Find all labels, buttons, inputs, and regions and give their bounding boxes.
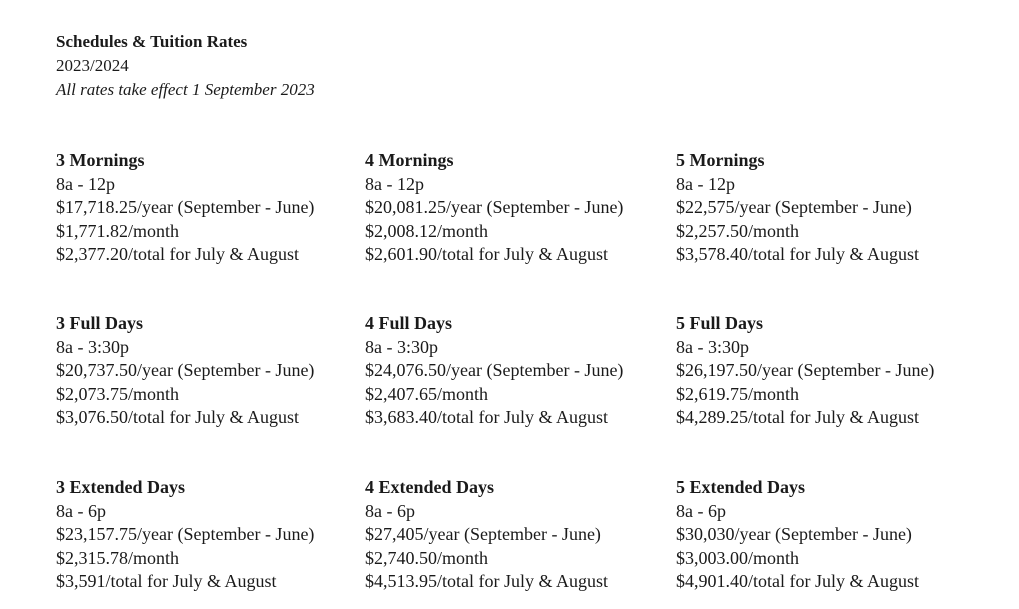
plan-name: 3 Full Days	[56, 313, 144, 333]
effective-note: All rates take effect 1 September 2023	[56, 80, 315, 99]
plan-monthly-rate: $2,008.12/month	[365, 220, 489, 241]
plan-monthly-rate: $2,257.50/month	[676, 220, 800, 241]
plan-summer-rate: $3,591/total for July & August	[56, 571, 277, 591]
plan-yearly-rate: $20,737.50/year (September - June)	[56, 360, 315, 380]
plan-summer-rate: $2,377.20/total for July & August	[56, 244, 299, 264]
plan-block	[56, 149, 314, 267]
plan-block	[676, 476, 919, 594]
plan-name: 3 Extended Days	[56, 477, 186, 497]
plan-name: 4 Full Days	[365, 313, 453, 333]
plan-hours: 8a - 3:30p	[56, 336, 129, 357]
plan-hours: 8a - 6p	[365, 500, 415, 521]
plan-name: 4 Extended Days	[365, 477, 495, 497]
plan-yearly-rate: $23,157.75/year (September - June)	[56, 524, 315, 544]
plan-hours: 8a - 6p	[676, 500, 726, 521]
plan-hours: 8a - 12p	[56, 173, 115, 194]
plan-yearly-rate: $24,076.50/year (September - June)	[365, 360, 624, 380]
plan-name: 5 Extended Days	[676, 477, 806, 497]
plan-summer-rate: $3,578.40/total for July & August	[676, 244, 919, 264]
plan-block	[676, 312, 934, 430]
plan-name: 5 Full Days	[676, 313, 764, 333]
plan-monthly-rate: $3,003.00/month	[676, 547, 800, 568]
plan-block	[56, 476, 314, 594]
plan-monthly-rate: $2,073.75/month	[56, 383, 180, 404]
plan-yearly-rate: $27,405/year (September - June)	[365, 524, 601, 544]
plan-monthly-rate: $2,407.65/month	[365, 383, 489, 404]
plan-yearly-rate: $26,197.50/year (September - June)	[676, 360, 935, 380]
plan-summer-rate: $2,601.90/total for July & August	[365, 244, 608, 264]
plan-monthly-rate: $1,771.82/month	[56, 220, 180, 241]
plan-yearly-rate: $20,081.25/year (September - June)	[365, 197, 624, 217]
plan-monthly-rate: $2,740.50/month	[365, 547, 489, 568]
plan-yearly-rate: $22,575/year (September - June)	[676, 197, 912, 217]
school-year: 2023/2024	[56, 56, 129, 75]
plan-monthly-rate: $2,619.75/month	[676, 383, 800, 404]
plan-block	[56, 312, 314, 430]
plan-hours: 8a - 12p	[676, 173, 735, 194]
plan-name: 3 Mornings	[56, 150, 145, 170]
plan-monthly-rate: $2,315.78/month	[56, 547, 180, 568]
plan-hours: 8a - 12p	[365, 173, 424, 194]
plan-yearly-rate: $17,718.25/year (September - June)	[56, 197, 315, 217]
plan-hours: 8a - 3:30p	[676, 336, 749, 357]
page-title: Schedules & Tuition Rates	[56, 32, 248, 51]
plan-block	[676, 149, 919, 267]
plan-yearly-rate: $30,030/year (September - June)	[676, 524, 912, 544]
plan-name: 5 Mornings	[676, 150, 765, 170]
page-header	[56, 30, 315, 102]
plan-hours: 8a - 3:30p	[365, 336, 438, 357]
plan-hours: 8a - 6p	[56, 500, 106, 521]
plan-summer-rate: $3,076.50/total for July & August	[56, 407, 299, 427]
plan-summer-rate: $4,901.40/total for July & August	[676, 571, 919, 591]
plan-summer-rate: $3,683.40/total for July & August	[365, 407, 608, 427]
plan-summer-rate: $4,289.25/total for July & August	[676, 407, 919, 427]
plan-name: 4 Mornings	[365, 150, 454, 170]
plan-summer-rate: $4,513.95/total for July & August	[365, 571, 608, 591]
plan-block	[365, 312, 623, 430]
plan-block	[365, 149, 623, 267]
plan-block	[365, 476, 608, 594]
